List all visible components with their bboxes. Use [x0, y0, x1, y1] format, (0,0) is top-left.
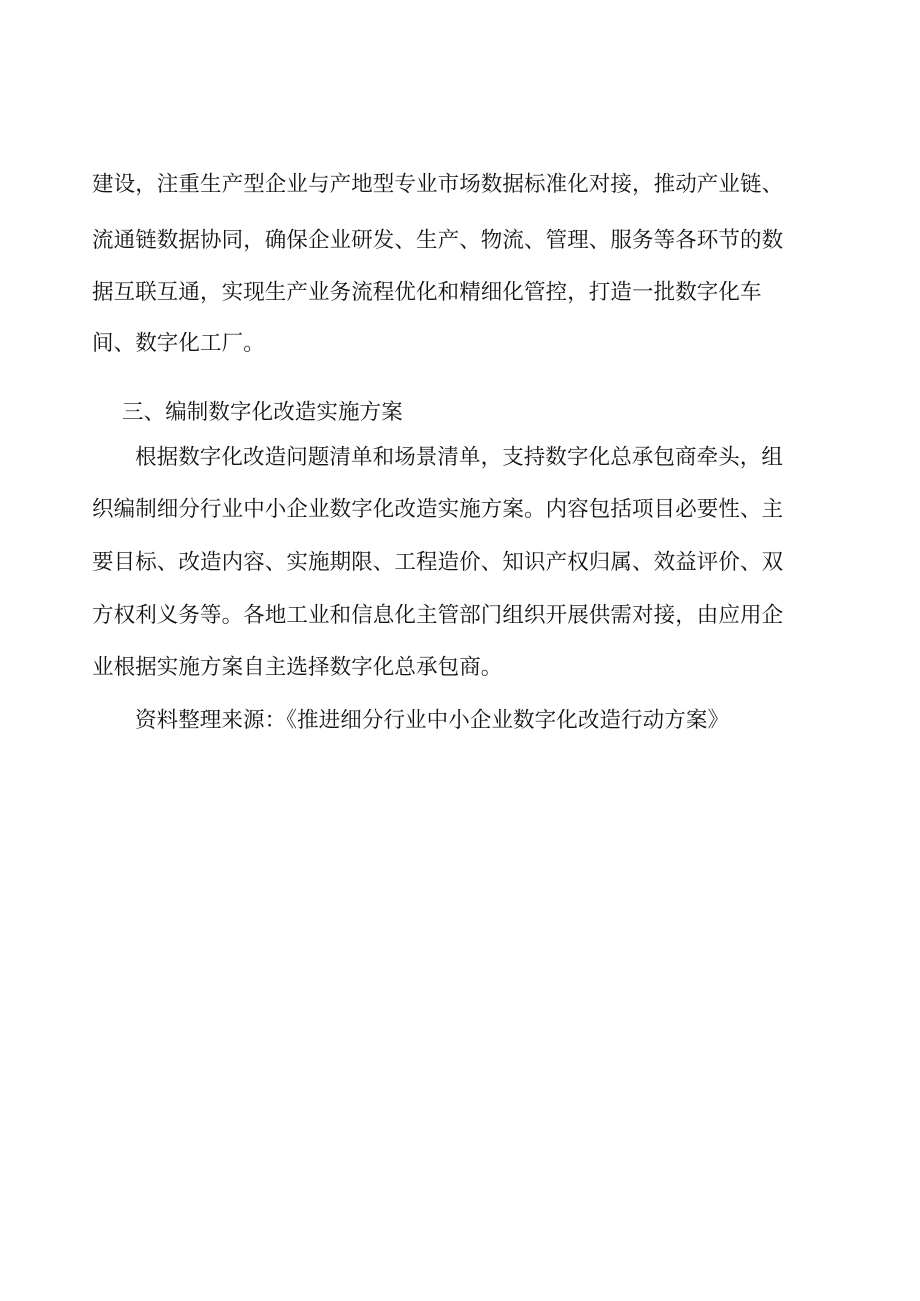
paragraph-line-4: 间、数字化工厂。: [92, 331, 265, 356]
paragraph-line-6: 织编制细分行业中小企业数字化改造实施方案。内容包括项目必要性、主: [92, 497, 784, 522]
paragraph-line-8: 方权利义务等。各地工业和信息化主管部门组织开展供需对接，由应用企: [92, 603, 784, 628]
paragraph-line-1: 建设，注重生产型企业与产地型专业市场数据标准化对接，推动产业链、: [92, 172, 784, 197]
paragraph-line-2: 流通链数据协同，确保企业研发、生产、物流、管理、服务等各环节的数: [92, 228, 784, 253]
paragraph-line-9: 业根据实施方案自主选择数字化总承包商。: [92, 655, 503, 680]
paragraph-line-3: 据互联互通，实现生产业务流程优化和精细化管控，打造一批数字化车: [92, 280, 762, 305]
section-heading: 三、编制数字化改造实施方案: [122, 400, 403, 425]
paragraph-line-5: 根据数字化改造问题清单和场景清单，支持数字化总承包商牵头，组: [135, 445, 784, 470]
source-note: 资料整理来源：《推进细分行业中小企业数字化改造行动方案》: [135, 708, 730, 733]
paragraph-line-7: 要目标、改造内容、实施期限、工程造价、知识产权归属、效益评价、双: [92, 550, 784, 575]
